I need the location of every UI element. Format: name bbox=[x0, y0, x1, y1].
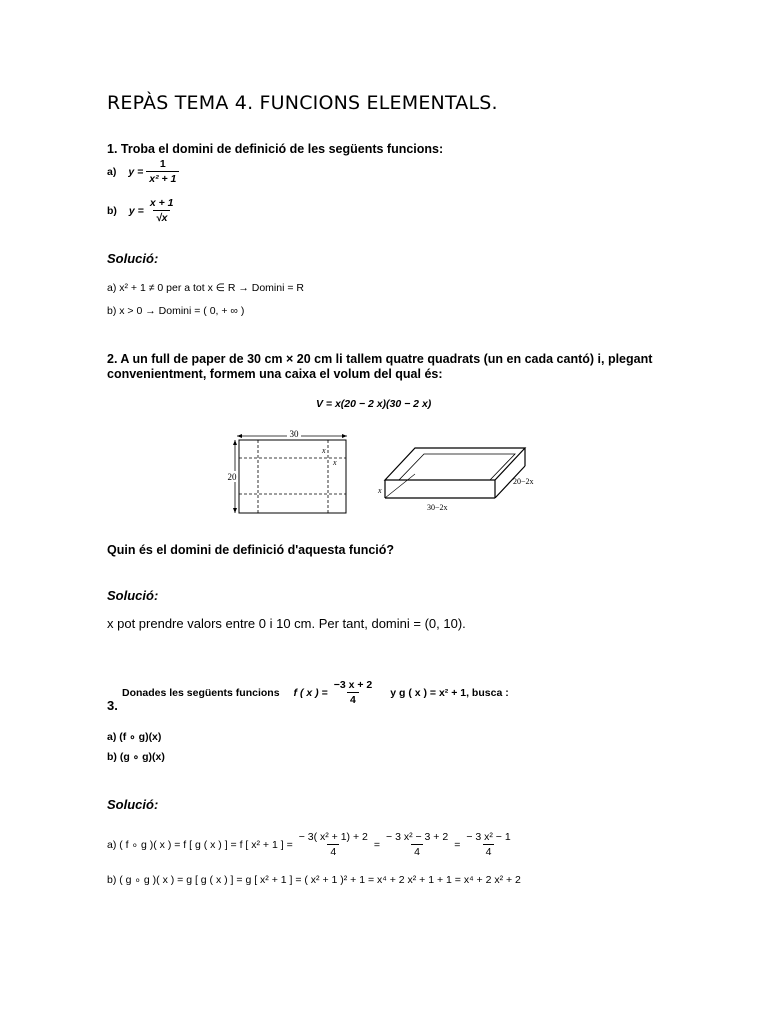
q1-b-lhs: y = bbox=[128, 204, 144, 217]
q3-f-numerator: −3 x + 2 bbox=[333, 679, 373, 691]
q1-solution-b: b) x > 0 → Domini = ( 0, + ∞ ) bbox=[107, 305, 245, 317]
q1-b-numerator: x + 1 bbox=[149, 197, 174, 209]
q2-heading-line2: convenientment, formem una caixa el volum del qual és: bbox=[107, 367, 443, 381]
q1-a-denominator: x² + 1 bbox=[146, 171, 179, 185]
q3-solution-a-f1-den: 4 bbox=[327, 844, 339, 858]
q3-solution-a-f2-num: − 3 x² − 3 + 2 bbox=[386, 831, 449, 843]
q2-heading-line1: 2. A un full de paper de 30 cm × 20 cm li tallem quatre quadrats (un en cada cantó) i, plegant bbox=[107, 352, 653, 366]
sheet-outline bbox=[239, 440, 346, 513]
q1-heading: 1. Troba el domini de definició de les següents funcions: bbox=[107, 142, 444, 156]
q3-solution-a-prefix: a) ( f ∘ g )( x ) = f [ g ( x ) ] = f [ x² + 1 ] = bbox=[107, 838, 293, 851]
width-arrow-left bbox=[237, 434, 242, 438]
q3-solution-a-f3-num: − 3 x² − 1 bbox=[466, 831, 511, 843]
q3-f-fraction bbox=[331, 679, 376, 706]
paper-sheet-figure bbox=[225, 426, 360, 518]
box-side-label: 20−2x bbox=[513, 477, 534, 486]
q1-a-label: a) bbox=[107, 165, 117, 178]
q1-b-label: b) bbox=[107, 204, 117, 217]
q3-number: 3. bbox=[107, 698, 118, 713]
q3-f-lhs: f ( x ) = bbox=[293, 686, 328, 699]
q3-f-denominator: 4 bbox=[347, 692, 359, 706]
width-label: 30 bbox=[289, 429, 299, 439]
q3-solution-a-f1-num: − 3( x² + 1) + 2 bbox=[298, 831, 368, 843]
box-height-guide bbox=[385, 474, 415, 498]
box-x-label: x bbox=[378, 486, 382, 495]
height-arrow-bottom bbox=[233, 508, 237, 513]
q3-solution-a-fraction-1 bbox=[296, 831, 371, 858]
box-top-rim bbox=[385, 448, 525, 480]
q1-b-fraction bbox=[147, 197, 177, 224]
q2-solution-label: Solució: bbox=[107, 588, 159, 603]
q3-solution-a-f2-den: 4 bbox=[411, 844, 423, 858]
q1-a-numerator: 1 bbox=[159, 158, 166, 170]
corner-x-vertical: x bbox=[322, 446, 326, 455]
q1-b-denominator: √x bbox=[153, 210, 171, 224]
q3-item-b: b) (g ∘ g)(x) bbox=[107, 751, 165, 763]
q2-question: Quin és el domini de definició d'aquesta funció? bbox=[107, 543, 395, 557]
q1-a-fraction bbox=[146, 158, 179, 185]
q3-intro: Donades les següents funcions bbox=[122, 686, 280, 699]
q3-solution-a-fraction-3 bbox=[463, 831, 513, 858]
height-arrow-top bbox=[233, 440, 237, 445]
q1-solution-label: Solució: bbox=[107, 251, 159, 266]
height-label: 20 bbox=[227, 472, 237, 482]
width-arrow-right bbox=[342, 434, 347, 438]
q1-item-b bbox=[107, 197, 179, 224]
page-title: REPÀS TEMA 4. FUNCIONS ELEMENTALS. bbox=[107, 92, 498, 114]
q1-item-a bbox=[107, 158, 182, 185]
q3-solution-a-eq1: = bbox=[373, 838, 381, 851]
q3-solution-a-f3-den: 4 bbox=[483, 844, 495, 858]
q2-solution-text: x pot prendre valors entre 0 i 10 cm. Per tant, domini = (0, 10). bbox=[107, 616, 466, 631]
q3-solution-a-eq2: = bbox=[454, 838, 461, 851]
q3-solution-a bbox=[107, 831, 517, 858]
q3-statement bbox=[122, 679, 509, 706]
box-front-label: 30−2x bbox=[427, 503, 448, 512]
q3-solution-label: Solució: bbox=[107, 797, 159, 812]
box-inner-rim bbox=[399, 454, 515, 480]
q3-item-a: a) (f ∘ g)(x) bbox=[107, 731, 162, 743]
box-figure bbox=[375, 434, 545, 514]
corner-x-horizontal: x bbox=[333, 458, 337, 467]
q1-a-lhs: y = bbox=[128, 165, 144, 178]
q2-volume-formula: V = x(20 − 2 x)(30 − 2 x) bbox=[316, 398, 432, 410]
q3-solution-b: b) ( g ∘ g )( x ) = g [ g ( x ) ] = g [ x² + 1 ] = ( x² + 1 )² + 1 = x⁴ + 2 x² + 1 + 1 = x⁴ + 2 x² + 2 bbox=[107, 874, 521, 886]
q1-solution-a: a) x² + 1 ≠ 0 per a tot x ∈ R → Domini = R bbox=[107, 282, 304, 294]
q3-g-definition: y g ( x ) = x² + 1, busca : bbox=[390, 686, 509, 699]
q3-solution-a-fraction-2 bbox=[383, 831, 451, 858]
